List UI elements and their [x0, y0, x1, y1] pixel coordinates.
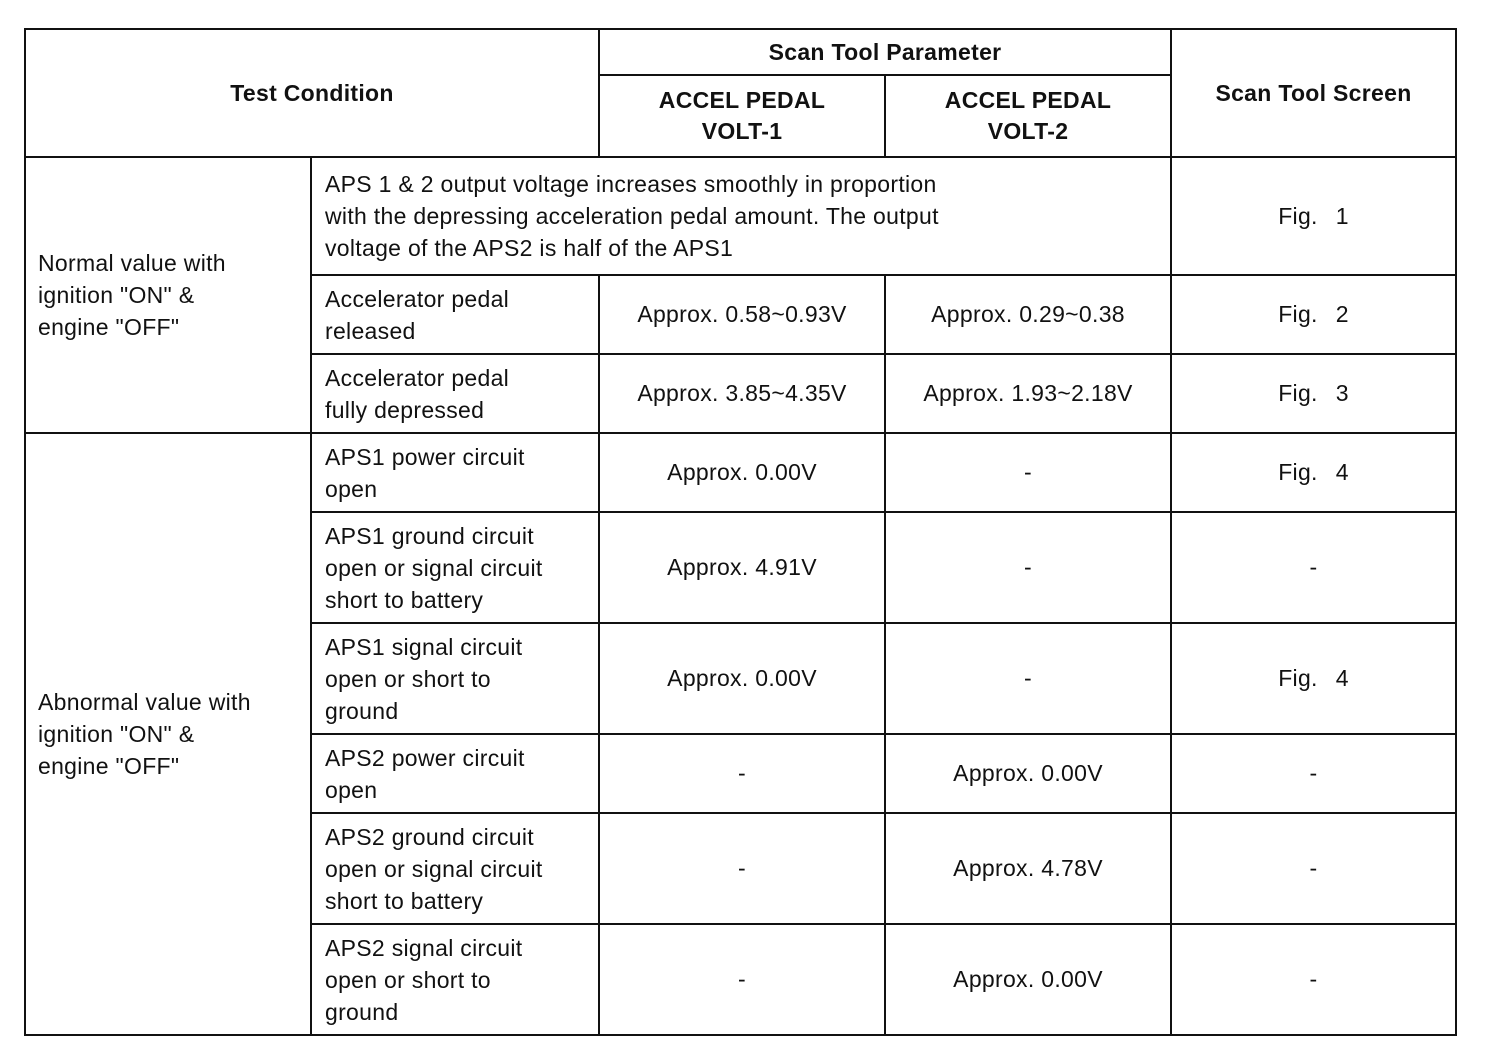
- condition-line: APS2 signal circuit: [325, 934, 523, 961]
- fig-number: 2: [1335, 301, 1349, 327]
- test-condition-header: Test Condition: [25, 29, 599, 157]
- accel-pedal-volt1-header: [599, 75, 885, 157]
- group-label-line: Abnormal value with: [38, 689, 251, 715]
- fig-label: Fig.: [1278, 459, 1318, 485]
- volt1-value: -: [599, 813, 885, 924]
- scan-tool-screen-cell: [1171, 275, 1456, 354]
- condition-line: ground: [325, 697, 399, 724]
- condition-line: APS1 power circuit: [325, 443, 525, 470]
- condition-line: APS2 ground circuit: [325, 823, 534, 850]
- fig-number: 4: [1335, 459, 1349, 485]
- header-row-1: [25, 29, 1456, 75]
- condition-line: short to battery: [325, 586, 484, 613]
- volt2-value: -: [885, 623, 1171, 734]
- condition-cell: [311, 512, 599, 623]
- volt1-value: Approx. 3.85~4.35V: [599, 354, 885, 433]
- accel-pedal-volt2-header: [885, 75, 1171, 157]
- volt2-value: -: [885, 433, 1171, 512]
- scan-tool-spec-table: [24, 28, 1457, 1036]
- scan-tool-parameter-header: Scan Tool Parameter: [599, 29, 1171, 75]
- scan-tool-screen-cell: [1171, 433, 1456, 512]
- fig-label: -: [1309, 855, 1318, 881]
- condition-line: Accelerator pedal: [325, 364, 510, 391]
- accel-pedal-volt1-line1: ACCEL PEDAL: [658, 87, 826, 113]
- group-label-line: engine "OFF": [38, 314, 180, 340]
- fig-label: Fig.: [1278, 301, 1318, 327]
- scan-tool-screen-cell: [1171, 512, 1456, 623]
- group-label-line: engine "OFF": [38, 753, 180, 779]
- condition-line: APS1 ground circuit: [325, 522, 534, 549]
- condition-line: open or short to: [325, 966, 491, 993]
- volt2-value: Approx. 4.78V: [885, 813, 1171, 924]
- scan-tool-screen-cell: [1171, 734, 1456, 813]
- condition-cell: [311, 813, 599, 924]
- abnormal-value-group: [25, 433, 311, 1035]
- volt1-value: Approx. 0.00V: [599, 623, 885, 734]
- fig-number: 4: [1335, 665, 1349, 691]
- condition-line: open or signal circuit: [325, 554, 543, 581]
- group-label-line: ignition "ON" &: [38, 282, 195, 308]
- condition-line: ground: [325, 998, 399, 1025]
- fig-number: 1: [1335, 202, 1349, 229]
- scan-tool-screen-cell: [1171, 813, 1456, 924]
- volt1-value: -: [599, 924, 885, 1035]
- condition-line: released: [325, 317, 416, 344]
- accel-pedal-volt2-line2: VOLT-2: [987, 118, 1069, 144]
- condition-line: with the depressing acceleration pedal amount. The output: [325, 203, 939, 229]
- scan-tool-screen-cell: [1171, 157, 1456, 275]
- volt1-value: Approx. 0.00V: [599, 433, 885, 512]
- condition-cell: [311, 354, 599, 433]
- scan-tool-screen-cell: [1171, 924, 1456, 1035]
- condition-cell: [311, 275, 599, 354]
- condition-cell: [311, 924, 599, 1035]
- condition-line: open or short to: [325, 665, 491, 692]
- group-label-line: Normal value with: [38, 250, 226, 276]
- fig-label: -: [1309, 966, 1318, 992]
- volt2-value: Approx. 1.93~2.18V: [885, 354, 1171, 433]
- fig-number: 3: [1335, 380, 1349, 406]
- condition-cell: [311, 623, 599, 734]
- scan-tool-screen-cell: [1171, 354, 1456, 433]
- condition-cell: [311, 433, 599, 512]
- volt2-value: Approx. 0.00V: [885, 924, 1171, 1035]
- condition-line: fully depressed: [325, 396, 485, 423]
- condition-line: APS2 power circuit: [325, 744, 525, 771]
- fig-label: -: [1309, 760, 1318, 786]
- condition-line: APS1 signal circuit: [325, 633, 523, 660]
- table-row: [25, 433, 1456, 512]
- volt2-value: -: [885, 512, 1171, 623]
- scan-tool-screen-header: Scan Tool Screen: [1171, 29, 1456, 157]
- accel-pedal-volt1-line2: VOLT-1: [701, 118, 783, 144]
- condition-line: short to battery: [325, 887, 484, 914]
- condition-cell: [311, 157, 1171, 275]
- volt1-value: -: [599, 734, 885, 813]
- fig-label: Fig.: [1278, 665, 1318, 691]
- fig-label: -: [1309, 554, 1318, 580]
- volt2-value: Approx. 0.29~0.38: [885, 275, 1171, 354]
- condition-line: open: [325, 475, 378, 502]
- condition-cell: [311, 734, 599, 813]
- condition-line: APS 1 & 2 output voltage increases smoothly in proportion: [325, 171, 937, 197]
- condition-line: open or signal circuit: [325, 855, 543, 882]
- table-row: [25, 157, 1456, 275]
- scan-tool-screen-cell: [1171, 623, 1456, 734]
- accel-pedal-volt2-line1: ACCEL PEDAL: [944, 87, 1112, 113]
- fig-label: Fig.: [1278, 202, 1318, 229]
- group-label-line: ignition "ON" &: [38, 721, 195, 747]
- fig-label: Fig.: [1278, 380, 1318, 406]
- volt2-value: Approx. 0.00V: [885, 734, 1171, 813]
- condition-line: open: [325, 776, 378, 803]
- volt1-value: Approx. 4.91V: [599, 512, 885, 623]
- normal-value-group: [25, 157, 311, 433]
- condition-line: voltage of the APS2 is half of the APS1: [325, 235, 734, 261]
- condition-line: Accelerator pedal: [325, 285, 510, 312]
- volt1-value: Approx. 0.58~0.93V: [599, 275, 885, 354]
